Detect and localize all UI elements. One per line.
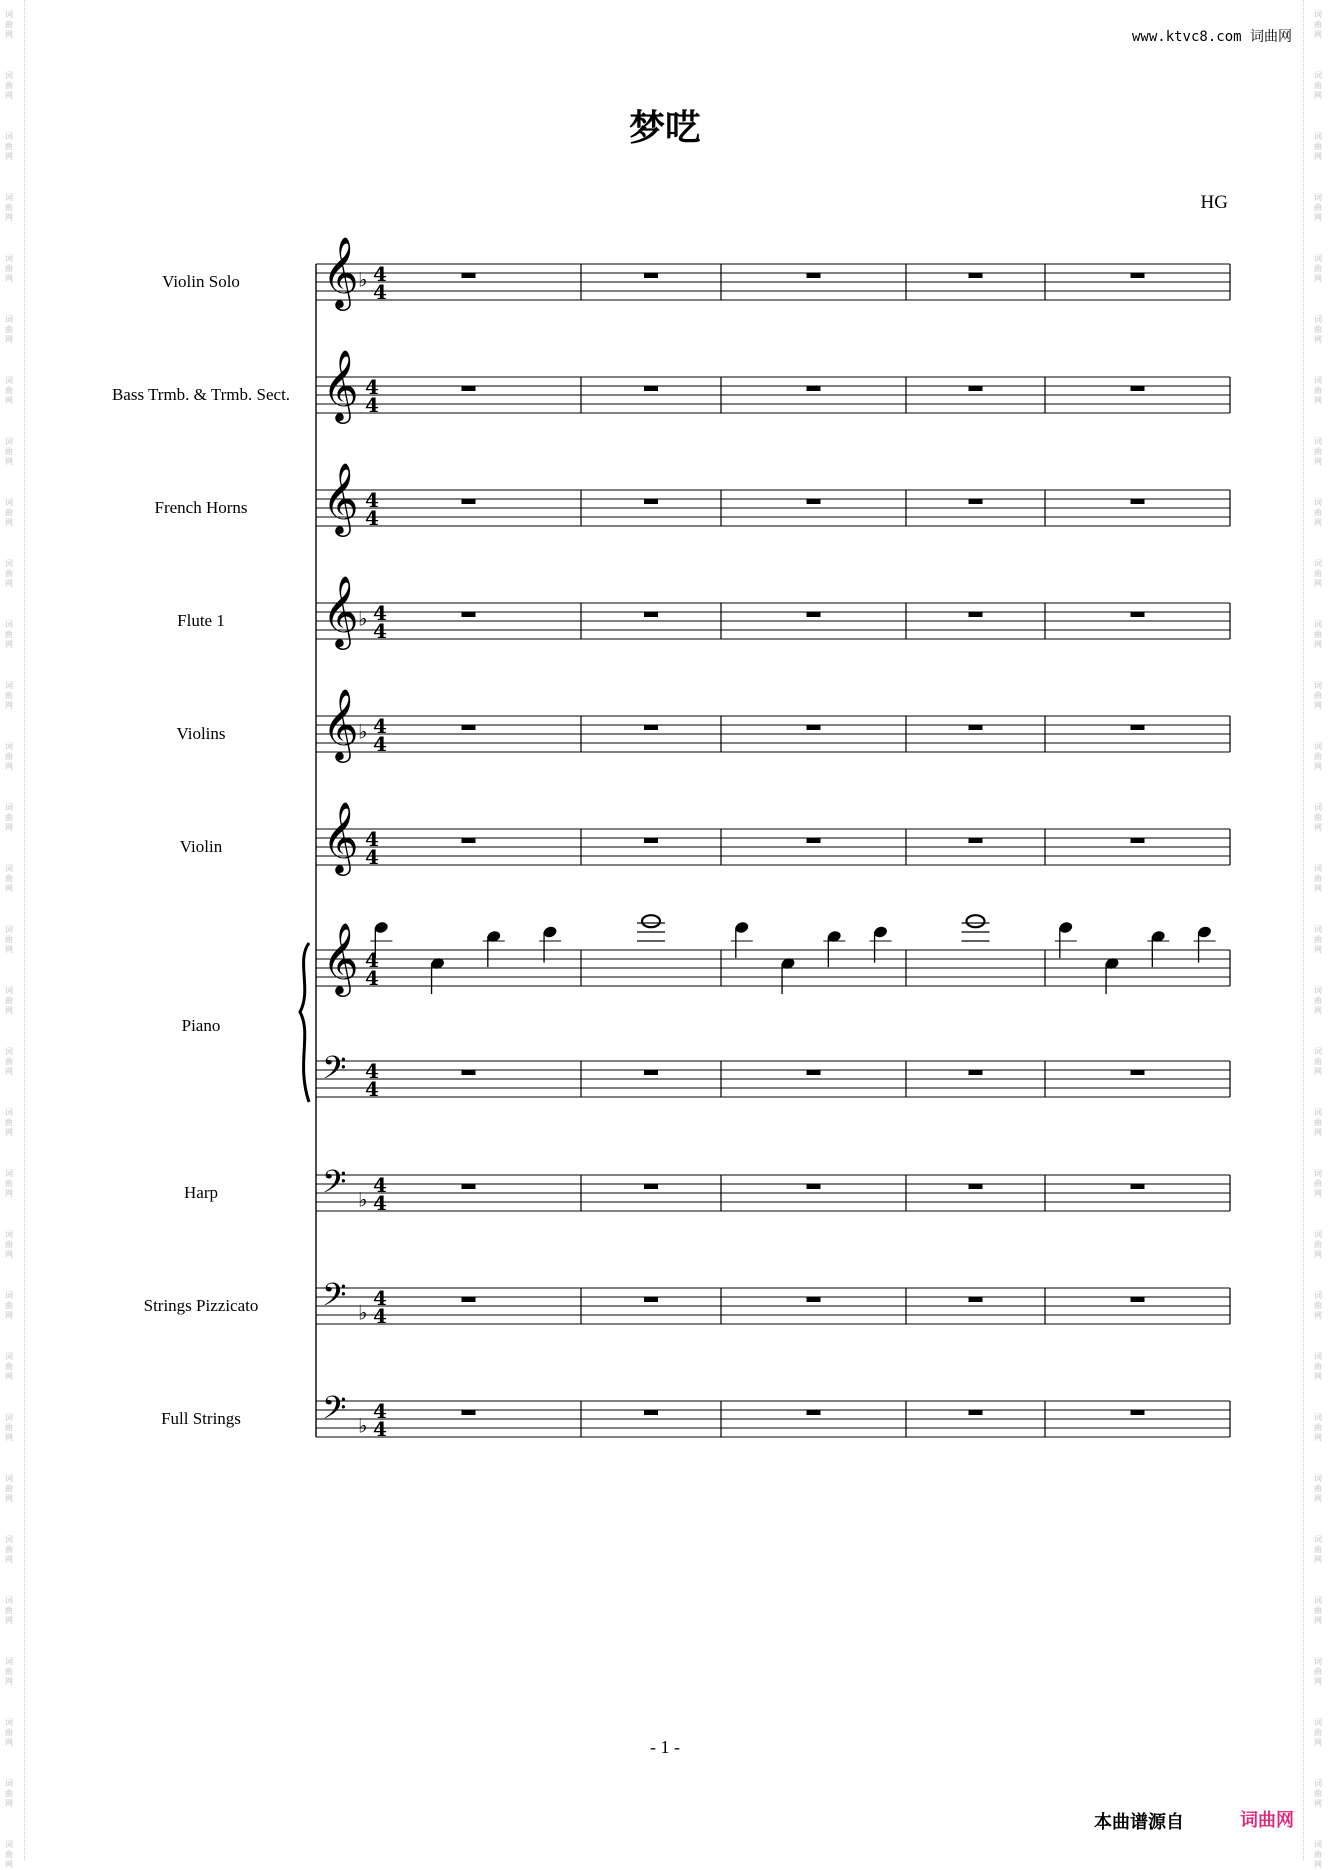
watermark-mark: 词 曲 网 [5,132,13,161]
whole-rest-icon [644,725,658,730]
whole-rest-icon [807,1070,821,1075]
whole-rest-icon [462,612,476,617]
whole-rest-icon [807,499,821,504]
whole-rest-icon [969,273,983,278]
instrument-label: Piano [181,1016,221,1035]
watermark-mark: 词 曲 网 [5,1657,13,1686]
watermark-mark: 词 曲 网 [5,559,13,588]
treble-clef-icon: 𝄞 [322,234,359,308]
whole-rest-icon [462,273,476,278]
whole-rest-icon [1131,1184,1145,1189]
whole-rest-icon [1131,725,1145,730]
whole-rest-icon [1131,1297,1145,1302]
whole-rest-icon [807,1410,821,1415]
watermark-mark: 词 曲 网 [1314,681,1322,710]
time-signature-upper: 4 [373,1399,387,1424]
whole-rest-icon [1131,386,1145,391]
instrument-label: Violin [179,837,223,856]
whole-rest-icon [969,1184,983,1189]
time-signature-lower: 4 [373,732,387,757]
bass-clef-icon: 𝄢 [322,1049,347,1094]
watermark-mark: 词 曲 网 [1314,742,1322,771]
time-signature-upper: 4 [365,1059,379,1084]
watermark-mark: 词 曲 网 [5,10,13,39]
time-signature-upper: 4 [365,827,379,852]
flat-key-icon: ♭ [358,1187,368,1212]
watermark-mark: 词 曲 网 [1314,925,1322,954]
footer-source-text: 本曲谱源自 [1094,1812,1184,1833]
staff-harp [184,1163,1230,1215]
time-signature-upper: 4 [365,948,379,973]
treble-clef-icon: 𝄞 [322,347,359,421]
whole-rest-icon [807,273,821,278]
watermark-mark: 词 曲 网 [5,1718,13,1747]
instrument-label: French Horns [154,498,248,517]
whole-rest-icon [807,386,821,391]
watermark-mark: 词 曲 网 [1314,1657,1322,1686]
whole-rest-icon [807,725,821,730]
watermark-mark: 词 曲 网 [5,1474,13,1503]
time-signature-upper: 4 [365,488,379,513]
watermark-mark: 词 曲 网 [5,925,13,954]
watermark-mark: 词 曲 网 [5,1291,13,1320]
whole-rest-icon [969,499,983,504]
time-signature-lower: 4 [373,1191,387,1216]
whole-note [967,915,985,927]
watermark-mark: 词 曲 网 [1314,437,1322,466]
whole-rest-icon [462,499,476,504]
flat-key-icon: ♭ [358,719,368,744]
watermark-mark: 词 曲 网 [1314,132,1322,161]
footer-logo[interactable]: 词曲网 [1240,1810,1294,1831]
watermark-mark: 词 曲 网 [1314,1840,1322,1869]
bass-clef-icon: 𝄢 [322,1163,347,1208]
watermark-mark: 词 曲 网 [1314,193,1322,222]
whole-rest-icon [807,1297,821,1302]
whole-note [642,915,660,927]
bass-clef-icon: 𝄢 [322,1389,347,1434]
watermark-mark: 词 曲 网 [5,1779,13,1808]
staff-flute-1 [177,574,1230,650]
whole-rest-icon [1131,1070,1145,1075]
watermark-mark: 词 曲 网 [1314,376,1322,405]
watermark-mark: 词 曲 网 [1314,1474,1322,1503]
whole-rest-icon [462,1070,476,1075]
score-title: 梦呓 [628,108,701,149]
staff-violin [180,800,1230,876]
time-signature-upper: 4 [373,601,387,626]
whole-rest-icon [1131,612,1145,617]
watermark-mark: 词 曲 网 [1314,1291,1322,1320]
treble-clef-icon: 𝄞 [322,920,359,994]
whole-rest-icon [807,612,821,617]
whole-rest-icon [969,612,983,617]
treble-clef-icon: 𝄞 [322,460,359,534]
watermark-mark: 词 曲 网 [1314,71,1322,100]
staff- [316,915,1230,997]
watermark-mark: 词 曲 网 [1314,254,1322,283]
watermark-mark: 词 曲 网 [5,71,13,100]
watermark-mark: 词 曲 网 [1314,864,1322,893]
watermark-mark: 词 曲 网 [1314,620,1322,649]
watermark-mark: 词 曲 网 [5,193,13,222]
watermark-mark: 词 曲 网 [1314,1413,1322,1442]
staff-strings-pizzicato [144,1276,1230,1328]
watermark-mark: 词 曲 网 [5,742,13,771]
instrument-label: Flute 1 [177,611,225,630]
bass-clef-icon: 𝄢 [322,1276,347,1321]
time-signature-lower: 4 [365,506,379,531]
instrument-label: Harp [184,1183,218,1202]
watermark-mark: 词 曲 网 [5,986,13,1015]
time-signature-upper: 4 [373,1173,387,1198]
watermark-mark: 词 曲 网 [1314,1596,1322,1625]
whole-rest-icon [462,386,476,391]
site-url[interactable]: www.ktvc8.com 词曲网 [1131,29,1292,45]
instrument-label: Bass Trmb. & Trmb. Sect. [111,385,291,404]
flat-key-icon: ♭ [358,1300,368,1325]
watermark-mark: 词 曲 网 [5,1596,13,1625]
flat-key-icon: ♭ [358,606,368,631]
watermark-mark: 词 曲 网 [5,620,13,649]
staff-violins [176,687,1230,763]
whole-rest-icon [462,725,476,730]
watermark-mark: 词 曲 网 [5,1352,13,1381]
whole-rest-icon [1131,273,1145,278]
watermark-mark: 词 曲 网 [5,681,13,710]
whole-rest-icon [644,499,658,504]
watermark-mark: 词 曲 网 [1314,315,1322,344]
watermark-mark: 词 曲 网 [5,803,13,832]
whole-rest-icon [644,1070,658,1075]
watermark-mark: 词 曲 网 [5,1535,13,1564]
time-signature-lower: 4 [365,966,379,991]
page-number: - 1 - [650,1737,680,1757]
watermark-mark: 词 曲 网 [1314,1352,1322,1381]
treble-clef-icon: 𝄞 [322,573,359,647]
watermark-mark: 词 曲 网 [1314,498,1322,527]
watermark-mark: 词 曲 网 [1314,1779,1322,1808]
watermark-mark: 词 曲 网 [5,437,13,466]
whole-rest-icon [462,1184,476,1189]
staff- [316,1049,1230,1101]
whole-rest-icon [969,725,983,730]
instrument-label: Full Strings [161,1409,241,1428]
whole-rest-icon [1131,838,1145,843]
watermark-mark: 词 曲 网 [1314,1047,1322,1076]
brace-icon [300,943,309,1102]
whole-rest-icon [644,838,658,843]
watermark-mark: 词 曲 网 [5,1108,13,1137]
watermark-mark: 词 曲 网 [5,1230,13,1259]
whole-rest-icon [807,1184,821,1189]
watermark-mark: 词 曲 网 [5,315,13,344]
staff-bass-trmb-trmb-sect- [112,348,1230,424]
whole-rest-icon [1131,1410,1145,1415]
watermark-mark: 词 曲 网 [5,1413,13,1442]
time-signature-lower: 4 [373,280,387,305]
watermark-mark: 词 曲 网 [1314,986,1322,1015]
watermark-mark: 词 曲 网 [1314,803,1322,832]
whole-rest-icon [644,1184,658,1189]
watermark-mark: 词 曲 网 [5,254,13,283]
instrument-label: Strings Pizzicato [143,1296,259,1315]
whole-rest-icon [807,838,821,843]
watermark-mark: 词 曲 网 [1314,1169,1322,1198]
watermark-mark: 词 曲 网 [5,1840,13,1869]
watermark-mark: 词 曲 网 [1314,1535,1322,1564]
whole-rest-icon [462,838,476,843]
watermark-mark: 词 曲 网 [5,498,13,527]
time-signature-lower: 4 [373,619,387,644]
whole-rest-icon [462,1410,476,1415]
time-signature-upper: 4 [373,1286,387,1311]
time-signature-upper: 4 [373,714,387,739]
time-signature-upper: 4 [373,262,387,287]
time-signature-lower: 4 [373,1304,387,1329]
whole-rest-icon [644,386,658,391]
whole-rest-icon [644,1410,658,1415]
composer: HG [1200,192,1228,213]
staff-full-strings [161,1389,1230,1441]
time-signature-lower: 4 [365,393,379,418]
whole-rest-icon [462,1297,476,1302]
staff-violin-solo [162,235,1230,311]
flat-key-icon: ♭ [358,267,368,292]
whole-rest-icon [969,838,983,843]
whole-rest-icon [644,273,658,278]
whole-rest-icon [1131,499,1145,504]
watermark-mark: 词 曲 网 [1314,1108,1322,1137]
time-signature-upper: 4 [365,375,379,400]
watermark-mark: 词 曲 网 [1314,1230,1322,1259]
watermark-mark: 词 曲 网 [5,376,13,405]
whole-rest-icon [969,1070,983,1075]
whole-rest-icon [969,1297,983,1302]
watermark-mark: 词 曲 网 [5,1047,13,1076]
watermark-mark: 词 曲 网 [1314,1718,1322,1747]
instrument-label: Violins [176,724,226,743]
time-signature-lower: 4 [373,1417,387,1442]
whole-rest-icon [969,386,983,391]
watermark-mark: 词 曲 网 [1314,10,1322,39]
instrument-label: Violin Solo [162,272,240,291]
time-signature-lower: 4 [365,1077,379,1102]
time-signature-lower: 4 [365,845,379,870]
watermark-mark: 词 曲 网 [1314,559,1322,588]
whole-rest-icon [969,1410,983,1415]
watermark-mark: 词 曲 网 [5,864,13,893]
whole-rest-icon [644,612,658,617]
whole-rest-icon [644,1297,658,1302]
treble-clef-icon: 𝄞 [322,686,359,760]
watermark-mark: 词 曲 网 [5,1169,13,1198]
treble-clef-icon: 𝄞 [322,799,359,873]
flat-key-icon: ♭ [358,1413,368,1438]
